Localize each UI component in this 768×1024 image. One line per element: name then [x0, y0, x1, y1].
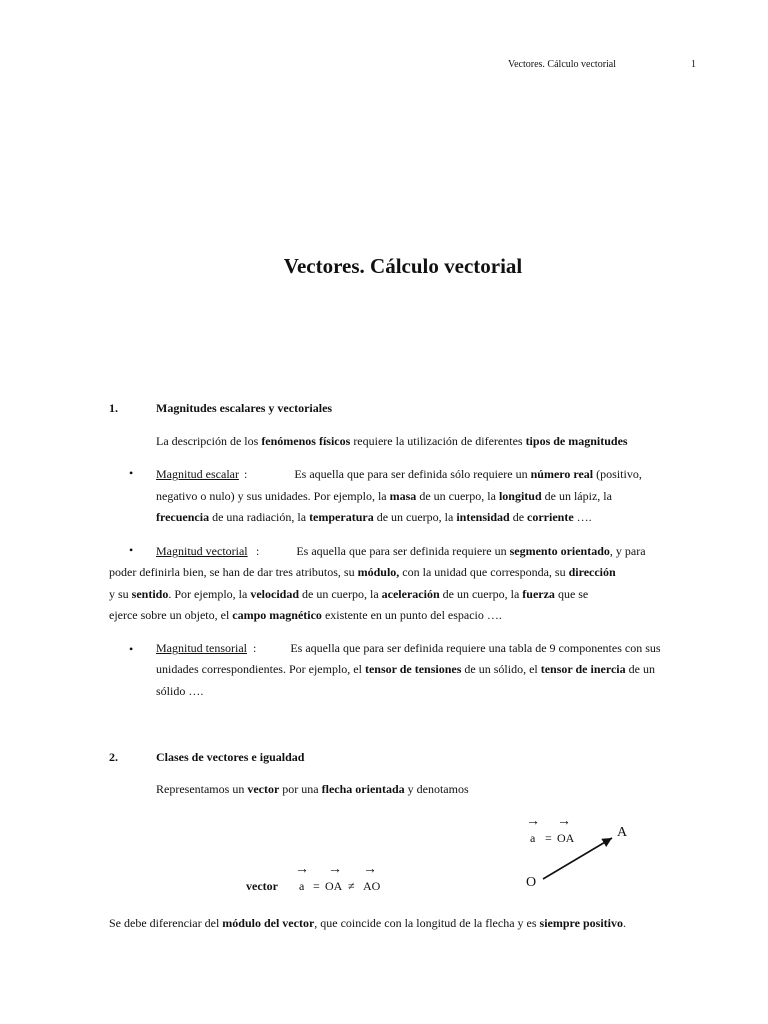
vector-arrow-oa	[520, 814, 640, 894]
bullet-dot-icon: •	[129, 466, 134, 480]
emphasis-text: intensidad	[456, 510, 510, 524]
emphasis-text: frecuencia	[156, 510, 210, 524]
text-run: de un cuerpo, la	[373, 510, 457, 524]
section-2-title: Clases de vectores e igualdad	[156, 750, 305, 764]
label-magnitud-tensorial: Magnitud tensorial	[156, 641, 247, 655]
emphasis-text: tipos de magnitudes	[525, 434, 628, 448]
emphasis-text: número real	[530, 467, 594, 481]
text-run: Es aquella que para ser definida sólo requiere un	[294, 467, 531, 481]
vector-diagram	[520, 814, 640, 894]
emphasis-text: vector	[247, 782, 280, 796]
text-run: de un cuerpo, la	[416, 489, 499, 503]
text-run: existente en un punto del espacio ….	[321, 608, 502, 622]
emphasis-text: corriente	[527, 510, 574, 524]
formula-equals: =	[313, 879, 320, 893]
formula-ao: AO	[363, 879, 381, 893]
emphasis-text: dirección	[568, 565, 616, 579]
emphasis-text: fenómenos físicos	[261, 434, 351, 448]
text-run: de un sólido, el	[461, 662, 541, 676]
emphasis-text: segmento orientado	[509, 544, 610, 558]
formula-a: a	[299, 879, 305, 893]
text-run: sólido ….	[156, 684, 204, 698]
emphasis-text: campo magnético	[232, 608, 322, 622]
formula-oa: OA	[325, 879, 343, 893]
right-arrow-icon: →	[557, 814, 571, 829]
text-run: con la unidad que corresponda, su	[399, 565, 569, 579]
bullet-scalar-line-2	[156, 486, 696, 508]
text-run: de un lápiz, la	[541, 489, 612, 503]
point-a-label: A	[617, 825, 628, 840]
emphasis-text: tensor de tensiones	[364, 662, 462, 676]
text-run: y denotamos	[404, 782, 469, 796]
emphasis-text: módulo del vector	[222, 916, 315, 930]
right-arrow-icon: →	[363, 862, 377, 877]
bullet-scalar-line-3	[156, 507, 696, 529]
text-run: La descripción de los	[156, 434, 262, 448]
text-run: y su	[109, 587, 132, 601]
bullet-tensor: Magnitud tensorial : Es aquella que para ser definida requiere una tabla de 9 componentes con sus	[156, 638, 696, 660]
formula-not-equal: ≠	[348, 879, 355, 893]
emphasis-text: sentido	[131, 587, 169, 601]
emphasis-text: tensor de inercia	[540, 662, 626, 676]
label-magnitud-escalar: Magnitud escalar	[156, 467, 239, 481]
emphasis-text: fuerza	[522, 587, 555, 601]
diagram-a: a	[530, 831, 536, 845]
bullet-vector-line-3	[109, 584, 696, 606]
emphasis-text: masa	[389, 489, 417, 503]
formula-word-vector: vector	[246, 879, 278, 893]
text-run: Representamos un	[156, 782, 248, 796]
text-run: poder definirla bien, se han de dar tres atributos, su	[109, 565, 358, 579]
text-run: de	[509, 510, 528, 524]
section-1-intro	[156, 431, 696, 453]
text-run: unidades correspondientes. Por ejemplo, el	[156, 662, 365, 676]
text-run: (positivo,	[593, 467, 642, 481]
page-title: Vectores. Cálculo vectorial	[283, 254, 523, 278]
text-run: de una radiación, la	[209, 510, 310, 524]
section-2-intro	[156, 779, 696, 801]
bullet-vector-line-2	[109, 562, 696, 584]
text-run: de un cuerpo, la	[439, 587, 523, 601]
right-arrow-icon: →	[328, 862, 342, 877]
label-magnitud-vectorial: Magnitud vectorial	[156, 544, 248, 558]
text-run: ….	[573, 510, 592, 524]
text-run: requiere la utilización de diferentes	[350, 434, 526, 448]
text-run: .	[623, 916, 626, 930]
right-arrow-icon: →	[526, 814, 540, 829]
text-run: Es aquella que para ser definida requiere un	[296, 544, 510, 558]
vector-formula	[246, 862, 396, 896]
emphasis-text: longitud	[498, 489, 542, 503]
running-header-title: Vectores. Cálculo vectorial	[508, 59, 617, 70]
text-run: negativo o nulo) y sus unidades. Por ejemplo, la	[156, 489, 390, 503]
right-arrow-icon: →	[295, 862, 309, 877]
emphasis-text: flecha orientada	[321, 782, 405, 796]
point-o-label: O	[526, 875, 537, 890]
diagram-oa: OA	[557, 831, 575, 845]
bullet-vector-line-4	[109, 605, 696, 627]
bullet-dot-icon: •	[129, 642, 134, 656]
text-run: Se debe diferenciar del	[109, 916, 223, 930]
emphasis-text: módulo,	[357, 565, 400, 579]
text-run: Es aquella que para ser definida requiere una tabla de 9 componentes con sus	[290, 641, 661, 655]
bullet-scalar: Magnitud escalar : Es aquella que para ser definida sólo requiere un número real (positivo,	[156, 464, 696, 486]
section-2-number: 2.	[109, 750, 118, 764]
text-run: , que coincide con la longitud de la flecha y es	[314, 916, 540, 930]
bullet-dot-icon: •	[129, 543, 134, 557]
section-1-number: 1.	[109, 401, 118, 415]
emphasis-text: temperatura	[309, 510, 374, 524]
text-run: de un	[625, 662, 655, 676]
module-note	[109, 913, 709, 935]
emphasis-text: aceleración	[381, 587, 440, 601]
text-run: que se	[554, 587, 589, 601]
page-number: 1	[691, 59, 696, 70]
bullet-tensor-line-3	[156, 681, 696, 703]
text-run: , y para	[609, 544, 646, 558]
text-run: . Por ejemplo, la	[168, 587, 251, 601]
text-run: de un cuerpo, la	[299, 587, 382, 601]
text-run: por una	[279, 782, 322, 796]
diagram-equals: =	[545, 831, 552, 845]
section-1-title: Magnitudes escalares y vectoriales	[156, 401, 333, 415]
bullet-vector: Magnitud vectorial : Es aquella que para ser definida requiere un segmento orientado, y para	[156, 541, 696, 563]
text-run: ejerce sobre un objeto, el	[109, 608, 233, 622]
emphasis-text: siempre positivo	[539, 916, 623, 930]
bullet-tensor-line-2	[156, 659, 696, 681]
emphasis-text: velocidad	[250, 587, 300, 601]
